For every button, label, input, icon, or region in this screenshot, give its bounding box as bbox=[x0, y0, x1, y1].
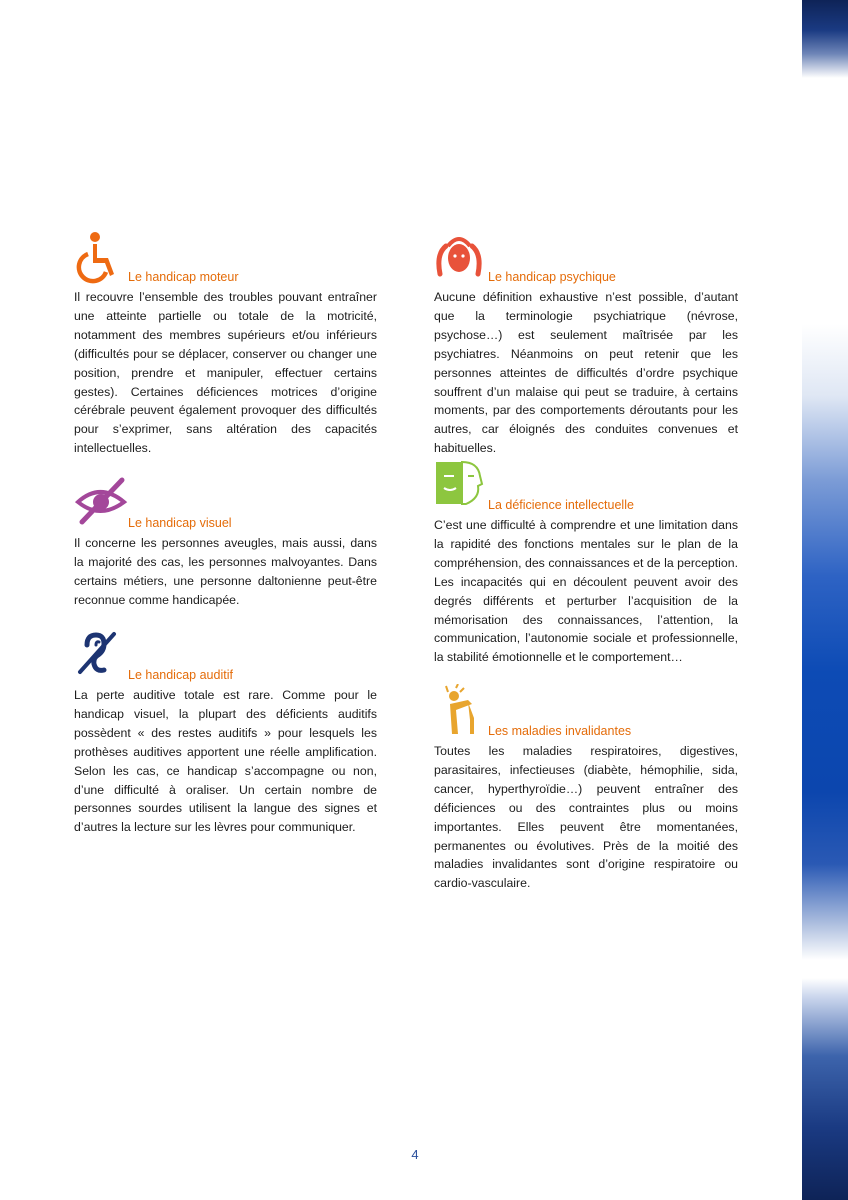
section-handicap-auditif bbox=[74, 628, 377, 837]
crossed-eye-icon bbox=[74, 476, 128, 526]
section-title: Le handicap psychique bbox=[488, 270, 616, 284]
section-title: Les maladies invalidantes bbox=[488, 724, 632, 738]
section-text: C’est une difficulté à comprendre et une limitation dans la rapidité des fonctions mentales sur le plan de la compréhension, des connaissances et de la perception. Les incapacités qui en découlent peuvent avoir des degrés différents et perturber l’acquisition de la mémorisation des connaissances, l’attention, la communication, l’autonomie sociale et professionnelle, la stabilité émotionnelle et le comportement… bbox=[434, 518, 738, 665]
section-text: Il recouvre l’ensemble des troubles pouvant entraîner une atteinte partielle ou totale de la motricité, notamment des membres supérieurs et/ou inférieurs (difficultés pour se déplacer, conserver ou changer une position, prendre et manipuler, effectuer certains gestes). Certaines déficiences motrices d’origine cérébrale peuvent également provoquer des difficultés pour s’exprimer, sans altération des capacités intellectuelles. bbox=[74, 290, 377, 456]
section-text: La perte auditive totale est rare. Comme pour le handicap visuel, la plupart des déficients auditifs possèdent « des restes auditifs » pour lesquels les prothèses auditives apportent une réelle amplification. Selon les cas, ce handicap s’accompagne ou non, d’une difficulté à oraliser. Un certain nombre de personnes sourdes utilisent la langue des signes et d’autres la lecture sur les lèvres pour communiquer. bbox=[74, 688, 377, 835]
section-handicap-moteur bbox=[74, 230, 377, 458]
crossed-ear-icon bbox=[74, 628, 124, 678]
section-handicap-psychique bbox=[434, 234, 738, 458]
section-title: Le handicap visuel bbox=[128, 516, 232, 530]
section-deficience-intellectuelle bbox=[434, 458, 738, 667]
section-text: Aucune définition exhaustive n’est possible, d’autant que la terminologie psychiatrique (névrose, psychose…) est seulement maîtrisée par les psychiatres. Néanmoins on peut retenir que les personnes atteintes de difficultés d’ordre psychique souffrent d’un malaise qui peut se traduire, à certains moments, par des comportements déroutants pour les autres, car éloignés des conduites convenues et habituelles. bbox=[434, 290, 738, 456]
section-title: Le handicap auditif bbox=[128, 668, 233, 682]
side-decorative-band bbox=[802, 0, 848, 1200]
wheelchair-icon bbox=[74, 230, 122, 284]
section-text: Il concerne les personnes aveugles, mais aussi, dans la majorité des cas, les personnes malvoyantes. Dans certains métiers, une personne daltonienne peut-être reconnue comme handicapée. bbox=[74, 536, 377, 607]
section-handicap-visuel bbox=[74, 476, 377, 610]
face-profile-icon bbox=[434, 458, 484, 508]
section-title: Le handicap moteur bbox=[128, 270, 239, 284]
section-maladies-invalidantes bbox=[434, 684, 738, 893]
ill-person-icon bbox=[434, 684, 484, 738]
section-title: La déficience intellectuelle bbox=[488, 498, 634, 512]
page-number: 4 bbox=[411, 1147, 419, 1162]
distressed-head-icon bbox=[434, 234, 484, 278]
section-text: Toutes les maladies respiratoires, digestives, parasitaires, infectieuses (diabète, hémophilie, sida, cancer, hyperthyroïdie…) peuvent entraîner des déficiences ou des contraintes plus ou moins importantes. Elles peuvent être momentanées, permanentes ou évolutives. Près de la moitié des maladies invalidantes sont d’origine respiratoire ou cardio-vasculaire. bbox=[434, 744, 738, 891]
